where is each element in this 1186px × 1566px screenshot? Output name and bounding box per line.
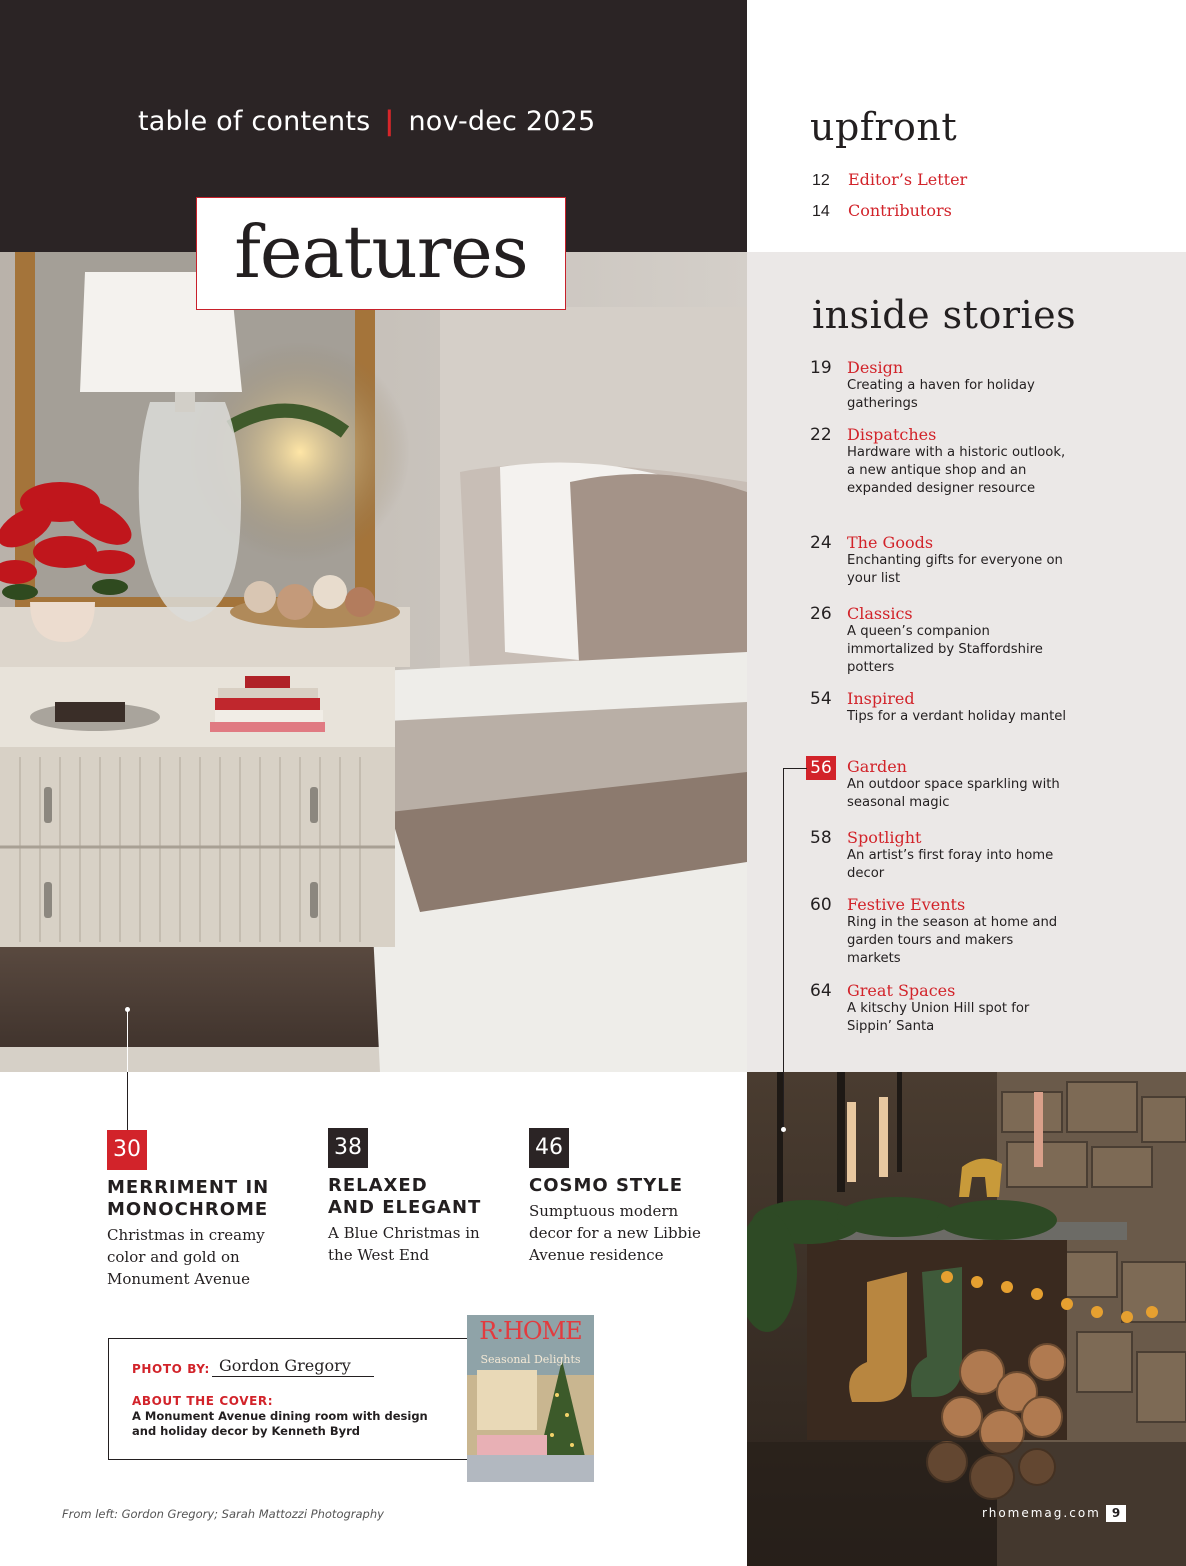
story-title: Spotlight bbox=[847, 828, 922, 847]
garden-connector-tick bbox=[783, 768, 807, 769]
page-number: 60 bbox=[810, 895, 832, 915]
feature-title: MERRIMENT IN MONOCHROME bbox=[107, 1177, 270, 1220]
feature-page-badge: 38 bbox=[328, 1128, 368, 1168]
page-number: 19 bbox=[810, 358, 832, 378]
feature-page-badge: 46 bbox=[529, 1128, 569, 1168]
feature-connector-dot bbox=[125, 1007, 130, 1012]
story-description: A kitschy Union Hill spot for Sippin’ Santa bbox=[847, 1001, 1030, 1034]
story-description: An outdoor space sparkling with seasonal magic bbox=[847, 777, 1060, 810]
page-number: 22 bbox=[810, 425, 832, 445]
feature-item[interactable] bbox=[107, 1130, 269, 1290]
issue-date: nov-dec 2025 bbox=[408, 106, 596, 137]
page-number: 54 bbox=[810, 689, 832, 709]
feature-item[interactable] bbox=[328, 1128, 481, 1266]
cover-subtitle: Seasonal Delights bbox=[480, 1353, 581, 1366]
upfront-item-label: Contributors bbox=[848, 201, 952, 220]
story-description: Hardware with a historic outlook, a new antique shop and an expanded designer resource bbox=[847, 445, 1066, 496]
upfront-item-label: Editor’s Letter bbox=[848, 170, 968, 189]
feature-title: RELAXED AND ELEGANT bbox=[328, 1175, 482, 1218]
story-title: The Goods bbox=[847, 533, 934, 552]
about-cover-text: A Monument Avenue dining room with design and holiday decor by Kenneth Byrd bbox=[132, 1409, 428, 1438]
story-description: Creating a haven for holiday gatherings bbox=[847, 378, 1035, 411]
toc-separator: | bbox=[384, 106, 395, 137]
feature-description: Sumptuous modern decor for a new Libbie Avenue residence bbox=[529, 1202, 701, 1264]
website-url[interactable]: rhomemag.com bbox=[982, 1506, 1101, 1520]
upfront-item[interactable] bbox=[812, 170, 967, 190]
story-title: Classics bbox=[847, 604, 913, 623]
feature-description: Christmas in creamy color and gold on Monument Avenue bbox=[107, 1226, 265, 1288]
toc-label: table of contents bbox=[138, 106, 371, 137]
feature-item[interactable] bbox=[529, 1128, 701, 1266]
page-number-footer: 9 bbox=[1106, 1505, 1126, 1522]
story-title: Garden bbox=[847, 757, 907, 776]
features-heading: features bbox=[234, 210, 528, 294]
page-number-badge: 56 bbox=[806, 756, 836, 780]
feature-title: COSMO STYLE bbox=[529, 1175, 683, 1196]
garden-connector-line bbox=[783, 768, 784, 1129]
upfront-item[interactable] bbox=[812, 201, 952, 221]
garden-mantel-photo bbox=[747, 1072, 1186, 1566]
story-description: Enchanting gifts for everyone on your list bbox=[847, 553, 1063, 586]
cover-brand-logo: R·HOME bbox=[479, 1317, 582, 1345]
story-title: Great Spaces bbox=[847, 981, 956, 1000]
feature-description: A Blue Christmas in the West End bbox=[328, 1224, 480, 1264]
inside-stories-title: inside stories bbox=[812, 293, 1077, 337]
story-title: Design bbox=[847, 358, 904, 377]
photo-credit: From left: Gordon Gregory; Sarah Mattozzi Photography bbox=[62, 1507, 384, 1521]
feature-page-badge: 30 bbox=[107, 1130, 147, 1170]
story-title: Inspired bbox=[847, 689, 915, 708]
story-description: An artist’s first foray into home decor bbox=[847, 848, 1054, 881]
photographer-name: Gordon Gregory bbox=[212, 1356, 374, 1377]
feature-connector-line-lower bbox=[127, 1072, 128, 1130]
garden-connector-dot bbox=[781, 1127, 786, 1132]
page-number: 26 bbox=[810, 604, 832, 624]
bedroom-photo bbox=[0, 252, 747, 1072]
features-heading-box bbox=[196, 197, 566, 310]
story-description: A queen’s companion immortalized by Staffordshire potters bbox=[847, 624, 1043, 675]
page-number: 64 bbox=[810, 981, 832, 1001]
page-number: 24 bbox=[810, 533, 832, 553]
about-cover-label: ABOUT THE COVER: bbox=[132, 1394, 274, 1408]
magazine-cover-thumbnail[interactable] bbox=[467, 1315, 594, 1482]
story-description: Ring in the season at home and garden tours and makers markets bbox=[847, 915, 1058, 966]
page-number: 12 bbox=[812, 172, 830, 189]
page-number: 58 bbox=[810, 828, 832, 848]
upfront-title: upfront bbox=[810, 105, 958, 149]
toc-title bbox=[138, 106, 595, 137]
cover-info-box bbox=[108, 1338, 508, 1460]
photo-by-label: PHOTO BY: bbox=[132, 1362, 210, 1376]
story-title: Festive Events bbox=[847, 895, 966, 914]
page-number: 14 bbox=[812, 203, 830, 220]
story-title: Dispatches bbox=[847, 425, 937, 444]
story-description: Tips for a verdant holiday mantel bbox=[847, 709, 1067, 724]
